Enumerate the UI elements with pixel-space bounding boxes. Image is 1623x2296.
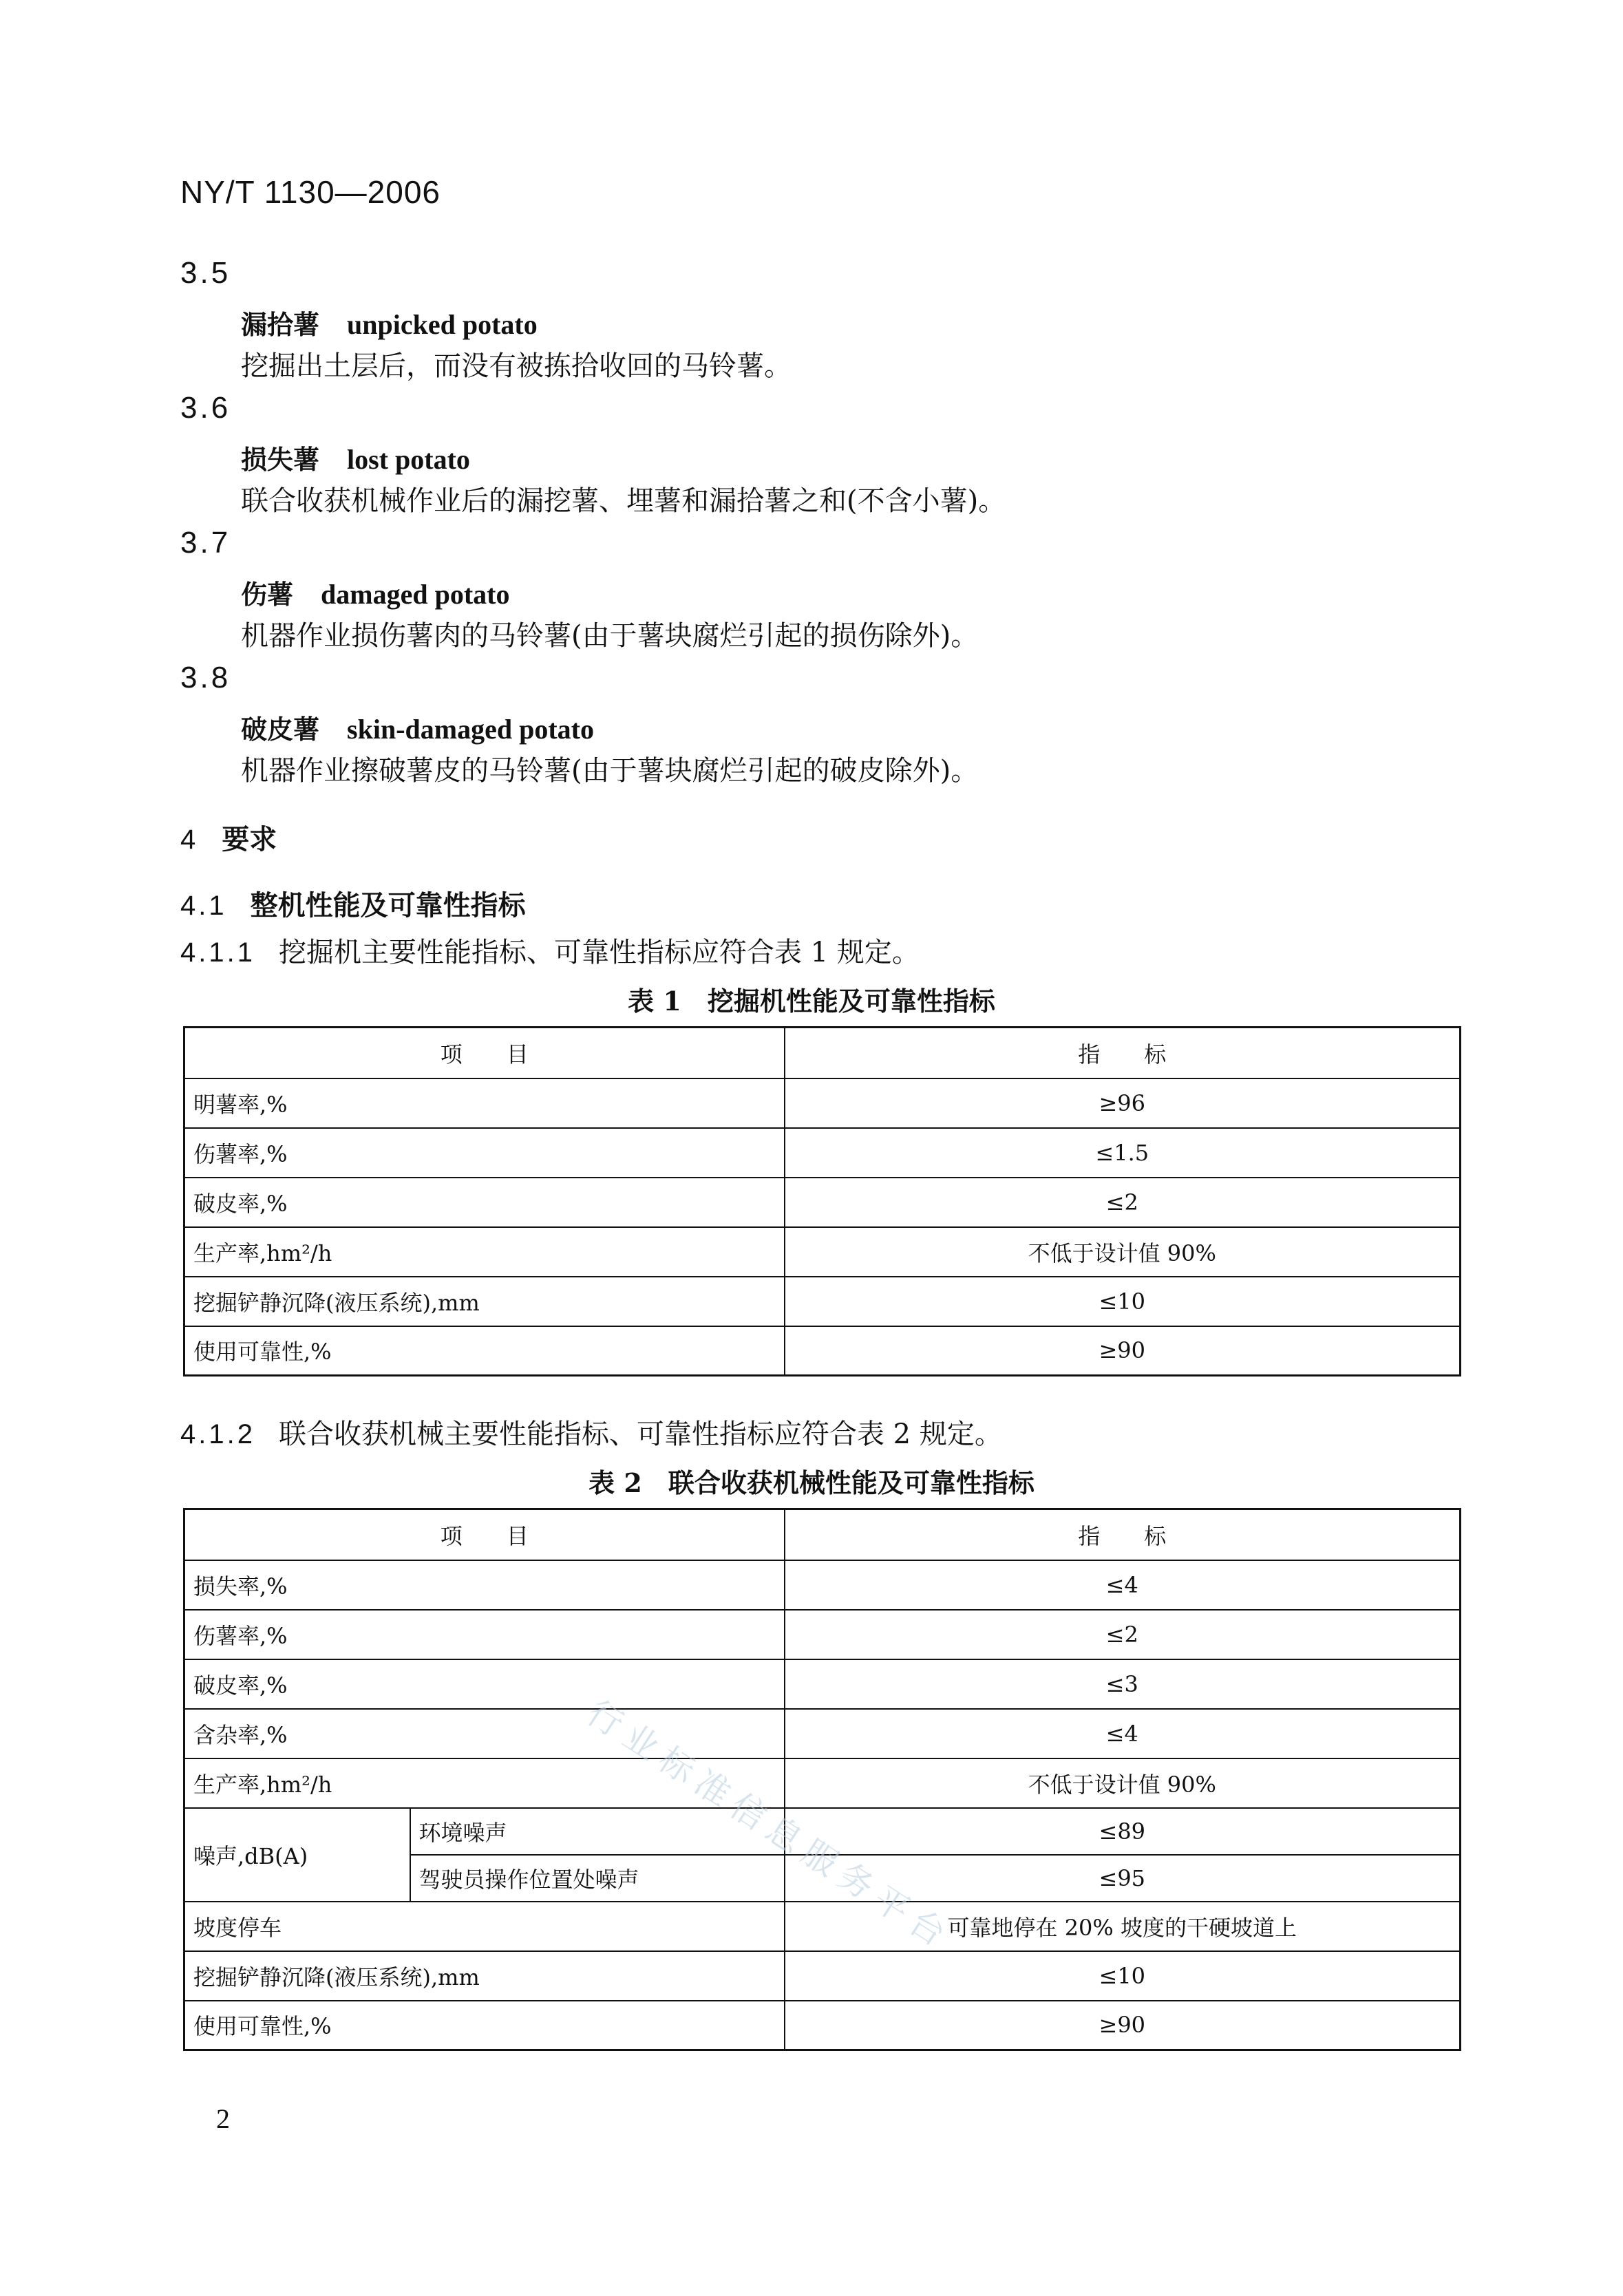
row-value: ≤4 (785, 1560, 1461, 1610)
table-row (184, 1951, 1461, 2001)
table-caption: 表 2 联合收获机械性能及可靠性指标 (588, 1467, 1035, 1498)
section-title: 要求 (222, 823, 277, 855)
term-heading (241, 708, 594, 746)
row-value: ≥90 (785, 1326, 1461, 1376)
row-item: 使用可靠性,% (184, 2001, 785, 2050)
table-row (184, 1326, 1461, 1376)
clause-body: 联合收获机械主要性能指标、可靠性指标应符合表 2 规定。 (278, 1418, 1002, 1450)
table-header-row (184, 1509, 1461, 1560)
clause-number: 3.8 (180, 661, 231, 694)
row-value: ≥96 (785, 1078, 1461, 1128)
row-item: 坡度停车 (184, 1902, 785, 1951)
row-value: ≤3 (785, 1659, 1461, 1709)
row-item: 生产率,hm²/h (184, 1227, 785, 1277)
row-value: ≤10 (785, 1277, 1461, 1326)
header-item: 项 目 (184, 1509, 785, 1560)
subsection-number: 4.1 (180, 891, 227, 921)
term-zh: 破皮薯 (241, 714, 320, 745)
term-heading (241, 573, 509, 611)
table-row (184, 1178, 1461, 1227)
row-item: 明薯率,% (184, 1078, 785, 1128)
row-item: 挖掘铲静沉降(液压系统),mm (184, 1277, 785, 1326)
row-item: 伤薯率,% (184, 1128, 785, 1178)
row-value: 不低于设计值 90% (785, 1758, 1461, 1808)
table-row (184, 2001, 1461, 2050)
table-row (184, 1659, 1461, 1709)
term-definition: 机器作业损伤薯肉的马铃薯(由于薯块腐烂引起的损伤除外)。 (241, 620, 979, 652)
row-value: ≤95 (785, 1855, 1461, 1902)
row-item: 使用可靠性,% (184, 1326, 785, 1376)
table-row (184, 1560, 1461, 1610)
table-combine-harvester-indicators (183, 1508, 1461, 2051)
header-item: 项 目 (184, 1028, 785, 1078)
table-row (184, 1078, 1461, 1128)
section-heading (180, 818, 277, 857)
watermark: 行业标准信息服务平台 (580, 1692, 959, 1959)
table-header-row (184, 1028, 1461, 1078)
section-number: 4 (180, 825, 199, 855)
clause-number: 4.1.1 (180, 937, 255, 968)
row-value: ≤10 (785, 1951, 1461, 2001)
subsection-heading (180, 884, 526, 923)
row-item: 含杂率,% (184, 1709, 785, 1758)
table-row (184, 1758, 1461, 1808)
term-zh: 伤薯 (241, 579, 294, 610)
row-value: ≥90 (785, 2001, 1461, 2050)
clause-number: 3.6 (180, 391, 231, 425)
term-en: unpicked potato (347, 309, 538, 340)
term-en: skin-damaged potato (347, 714, 594, 745)
table-row (184, 1902, 1461, 1951)
table-row (184, 1227, 1461, 1277)
term-definition: 机器作业擦破薯皮的马铃薯(由于薯块腐烂引起的破皮除外)。 (241, 755, 979, 787)
clause-body: 挖掘机主要性能指标、可靠性指标应符合表 1 规定。 (278, 937, 920, 968)
term-definition: 挖掘出土层后，而没有被拣拾收回的马铃薯。 (241, 350, 792, 382)
subsection-title: 整机性能及可靠性指标 (250, 889, 526, 922)
table-row (184, 1277, 1461, 1326)
clause-text (180, 931, 920, 970)
row-value: ≤1.5 (785, 1128, 1461, 1178)
clause-text (180, 1412, 1002, 1452)
row-item: 伤薯率,% (184, 1610, 785, 1659)
header-value: 指 标 (785, 1028, 1461, 1078)
noise-label: 噪声,dB(A) (184, 1808, 410, 1902)
term-en: damaged potato (321, 579, 510, 610)
term-zh: 损失薯 (241, 444, 320, 475)
clause-number: 4.1.2 (180, 1419, 255, 1449)
row-value: ≤89 (785, 1808, 1461, 1855)
row-item: 破皮率,% (184, 1659, 785, 1709)
term-en: lost potato (347, 444, 470, 475)
table-row (184, 1709, 1461, 1758)
row-item: 破皮率,% (184, 1178, 785, 1227)
row-value: 不低于设计值 90% (785, 1227, 1461, 1277)
table-excavator-indicators (183, 1026, 1461, 1376)
table-row (184, 1610, 1461, 1659)
page-number: 2 (216, 2103, 230, 2134)
row-item: 损失率,% (184, 1560, 785, 1610)
clause-number: 3.5 (180, 256, 231, 290)
term-zh: 漏拾薯 (241, 309, 320, 340)
row-value: 可靠地停在 20% 坡度的干硬坡道上 (785, 1902, 1461, 1951)
table-caption: 表 1 挖掘机性能及可靠性指标 (628, 986, 995, 1017)
row-item: 挖掘铲静沉降(液压系统),mm (184, 1951, 785, 2001)
term-heading (241, 304, 538, 341)
term-heading (241, 438, 470, 476)
table-row (184, 1128, 1461, 1178)
header-value: 指 标 (785, 1509, 1461, 1560)
row-value: ≤2 (785, 1610, 1461, 1659)
clause-number: 3.7 (180, 526, 231, 560)
term-definition: 联合收获机械作业后的漏挖薯、埋薯和漏拾薯之和(不含小薯)。 (241, 485, 1006, 517)
row-value: ≤4 (785, 1709, 1461, 1758)
row-item: 生产率,hm²/h (184, 1758, 785, 1808)
standard-code-header: NY/T 1130—2006 (180, 174, 441, 210)
row-subitem: 驾驶员操作位置处噪声 (410, 1855, 785, 1902)
row-subitem: 环境噪声 (410, 1808, 785, 1855)
row-value: ≤2 (785, 1178, 1461, 1227)
